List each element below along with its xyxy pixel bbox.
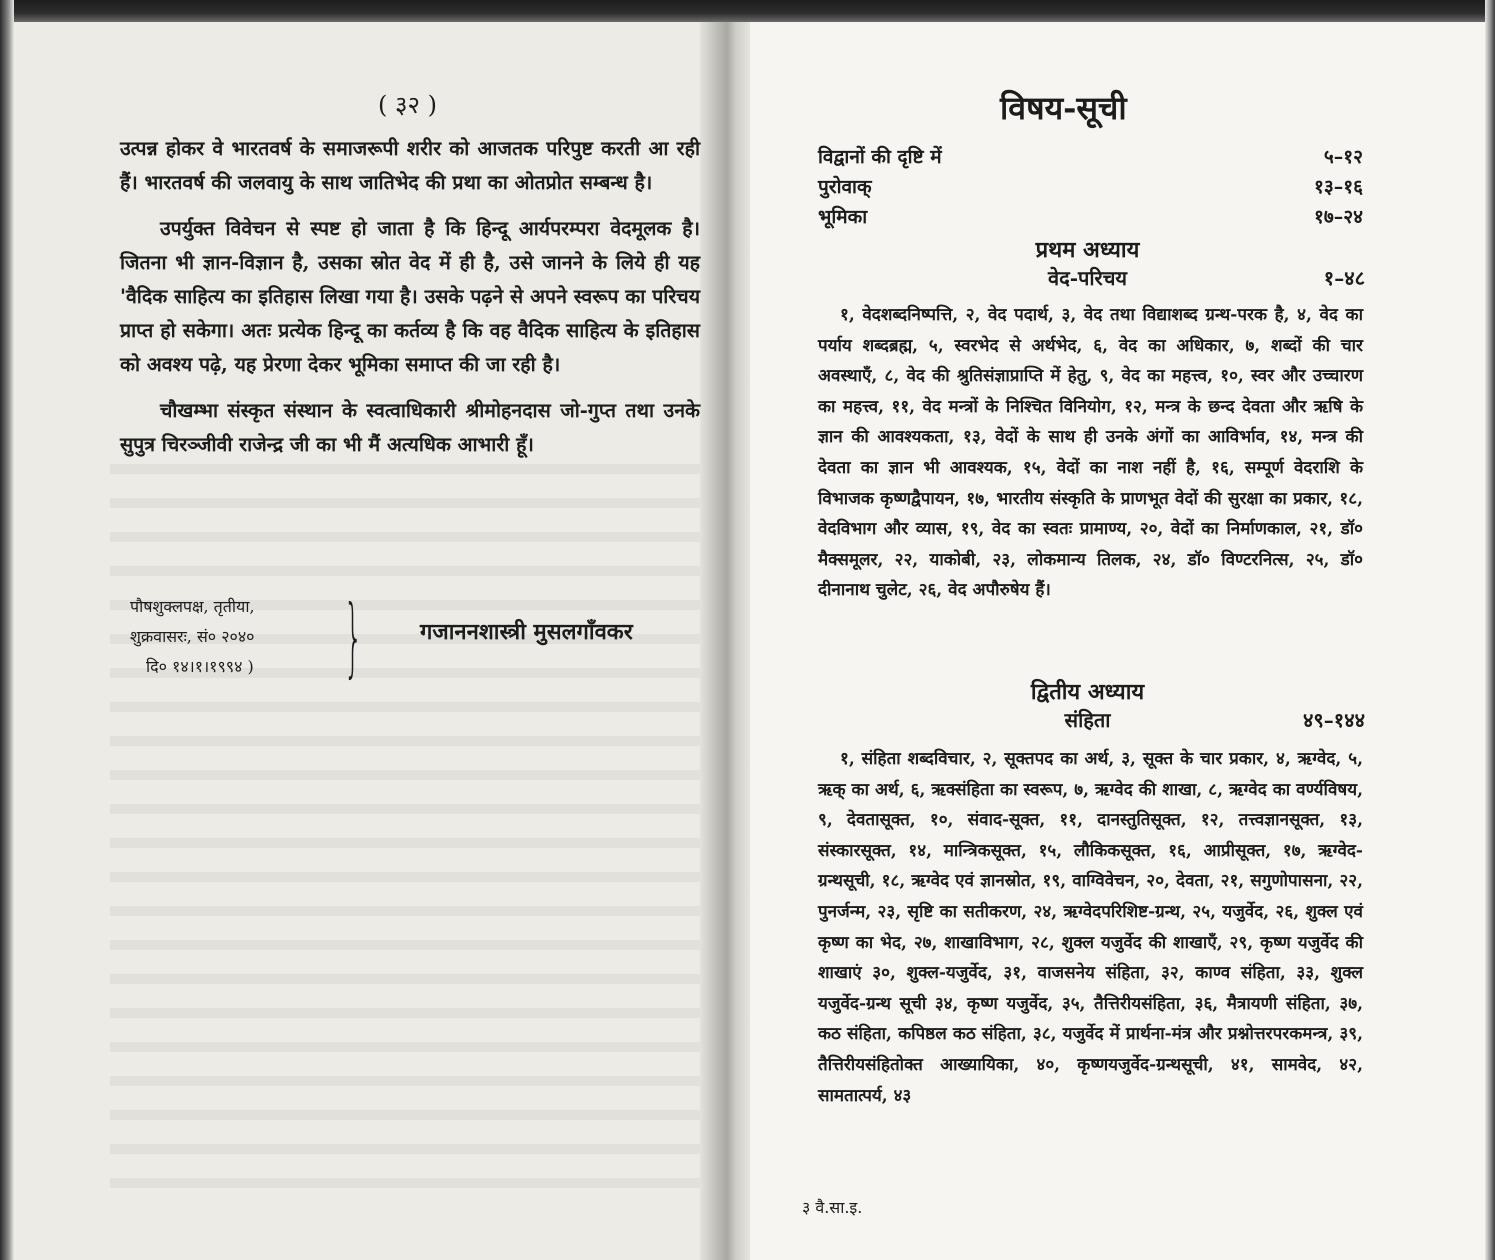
page-number: ( ३२ )	[378, 91, 437, 119]
book-left-edge	[0, 0, 14, 1260]
date-line: शुक्रवासरः, सं० २०४०	[130, 627, 255, 646]
chapter-subheading-row	[810, 264, 1365, 291]
chapter1-contents: १, वेदशब्दनिष्पत्ति, २, वेद पदार्थ, ३, वेद तथा विद्याशब्द ग्रन्थ-परक है, ४, वेद का पर्याय शब्दब्रह्म, ५, स्वरभेद से अर्थभेद, ६, वेद का अधिकार, ७, शब्दों की चार अवस्थाएँ, ८, वेद की श्रुतिसंज्ञाप्राप्ति में हेतु, ९, वेद का महत्त्व, १०, स्वर और उच्चारण का महत्त्व, ११, वेद मन्त्रों के निश्चित विनियोग, १२, मन्त्र के छन्द देवता और ऋषि के ज्ञान की आवश्यकता, १३, वेदों के साथ ही उनके अंगों का आविर्भाव, १४, मन्त्र की देवता का ज्ञान भी आवश्यक, १५, वेदों का नाश नहीं है, १६, सम्पूर्ण वेदराशि के विभाजक कृष्णद्वैपायन, १७, भारतीय संस्कृति के प्राणभूत वेदों की सुरक्षा का प्रकार, १८, वेदविभाग और व्यास, १९, वेद का स्वतः प्रामाण्य, २०, वेदों का निर्माणकाल, २१, डॉ० मैक्समूलर, २२, याकोबी, २३, लोकमान्य तिलक, २४, डॉ० विण्टरनित्स, २५, डॉ० दीनानाथ चुलेट, २६, वेद अपौरुषेय हैं।	[818, 305, 1363, 601]
date-line: दि० १४।१।१९९४ )	[146, 657, 254, 676]
chapter-page-range: ४९–१४४	[1303, 708, 1365, 732]
toc-label: विद्वानों की दृष्टि में	[818, 146, 942, 168]
signature-dates	[130, 592, 255, 682]
contents-title: विषय-सूची	[1000, 89, 1127, 127]
toc-row	[818, 172, 1363, 202]
chapter-heading: द्वितीय अध्याय	[1030, 679, 1145, 705]
toc-pages: १३–१६	[1313, 176, 1363, 198]
toc-label: भूमिका	[818, 206, 868, 228]
book-top-edge	[0, 0, 1495, 22]
toc-front-matter	[818, 142, 1363, 232]
page-footer: ३ वै.सा.इ.	[802, 1198, 863, 1217]
chapter2-header	[810, 676, 1365, 733]
chapter-subheading: वेद-परिचय	[1047, 266, 1128, 290]
chapter-heading: प्रथम अध्याय	[1035, 237, 1140, 263]
left-page-bleedthrough	[110, 440, 700, 1190]
chapter-subheading-row	[810, 706, 1365, 733]
chapter-page-range: १–४८	[1323, 266, 1365, 290]
left-page-text	[120, 132, 700, 474]
author-name: गजाननशास्त्री मुसलगाँवकर	[420, 619, 633, 645]
paragraph: उत्पन्न होकर वे भारतवर्ष के समाजरूपी शरीर को आजतक परिपुष्ट करती आ रही हैं। भारतवर्ष की जलवायु के साथ जातिभेद की प्रथा का ओतप्रोत सम्बन्ध है।	[120, 137, 700, 194]
toc-label: पुरोवाक्	[818, 176, 872, 198]
chapter-subheading: संहिता	[1064, 708, 1111, 732]
date-line: पौषशुक्लपक्ष, तृतीया,	[130, 597, 255, 616]
chapter1-header	[810, 234, 1365, 291]
chapter2-contents: १, संहिता शब्दविचार, २, सूक्तपद का अर्थ, ३, सूक्त के चार प्रकार, ४, ऋग्वेद, ५, ऋक् का अर्थ, ६, ऋक्संहिता का स्वरूप, ७, ऋग्वेद की शाखा, ८, ऋग्वेद का वर्ण्यविषय, ९, देवतासूक्त, १०, संवाद-सूक्त, ११, दानस्तुतिसूक्त, १२, तत्त्वज्ञानसूक्त, १३, संस्कारसूक्त, १४, मान्त्रिकसूक्त, १५, लौकिकसूक्त, १६, आप्रीसूक्त, १७, ऋग्वेद-ग्रन्थसूची, १८, ऋग्वेद एवं ज्ञानस्रोत, १९, वाग्विवेचन, २०, देवता, २१, सगुणोपासना, २२, पुनर्जन्म, २३, सृष्टि का सतीकरण, २४, ऋग्वेदपरिशिष्ट-ग्रन्थ, २५, यजुर्वेद, २६, शुक्ल एवं कृष्ण का भेद, २७, शाखाविभाग, २८, शुक्ल यजुर्वेद की शाखाएँ, २९, कृष्ण यजुर्वेद की शाखाएं ३०, शुक्ल-यजुर्वेद, ३१, वाजसनेय संहिता, ३२, काण्व संहिता, ३३, शुक्ल यजुर्वेद-ग्रन्थ सूची ३४, कृष्ण यजुर्वेद, ३५, तैत्तिरीयसंहिता, ३६, मैत्रायणी संहिता, ३७, कठ संहिता, कपिष्ठल कठ संहिता, ३८, यजुर्वेद में प्रार्थना-मंत्र और प्रश्नोत्तरपरकमन्त्र, ३९, तैत्तिरीयसंहितोक्त आख्यायिका, ४०, कृष्णयजुर्वेद-ग्रन्थसूची, ४१, सामवेद, ४२, सामतात्पर्य, ४३	[818, 749, 1363, 1106]
book-right-edge	[1485, 0, 1495, 1260]
toc-pages: ५–१२	[1323, 146, 1363, 168]
signature-block	[120, 587, 700, 688]
paragraph: चौखम्भा संस्कृत संस्थान के स्वत्वाधिकारी श्रीमोहनदास जो-गुप्त तथा उनके सुपुत्र चिरञ्जीवी राजेन्द्र जी का भी मैं अत्यधिक आभारी हूँ।	[120, 399, 700, 456]
paragraph: उपर्युक्त विवेचन से स्पष्ट हो जाता है कि हिन्दू आर्यपरम्परा वेदमूलक है। जितना भी ज्ञान-विज्ञान है, उसका स्रोत वेद में ही है, उसे जानने के लिये ही यह 'वैदिक साहित्य का इतिहास लिखा गया है। उसके पढ़ने से अपने स्वरूप का परिचय प्राप्त हो सकेगा। अतः प्रत्येक हिन्दू का कर्तव्य है कि वह वैदिक साहित्य के इतिहास को अवश्य पढ़े, यह प्रेरणा देकर भूमिका समाप्त की जा रही है।	[120, 217, 700, 376]
toc-row	[818, 202, 1363, 232]
toc-row	[818, 142, 1363, 172]
toc-pages: १७–२४	[1313, 206, 1363, 228]
brace: }	[343, 587, 363, 687]
